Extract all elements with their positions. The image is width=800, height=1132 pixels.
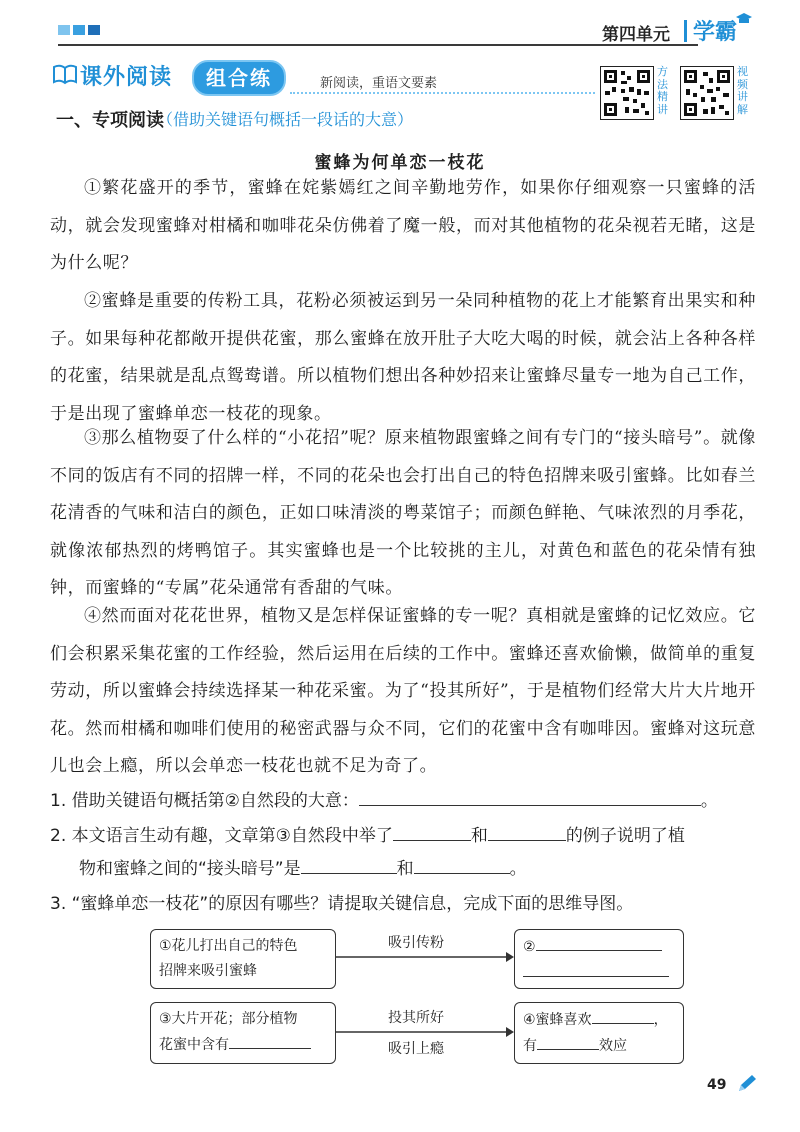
question-2-text-b: 和 [470, 826, 488, 846]
exercise-subheading: （借助关键语句概括一段话的大意） [157, 110, 414, 129]
brand-separator [684, 20, 687, 42]
box-4-line-2a: 有 [523, 1038, 537, 1054]
qr-code-video[interactable] [680, 66, 734, 120]
header-square [58, 25, 70, 35]
qr-code-method[interactable] [600, 66, 654, 120]
arrow-label-1: 吸引传粉 [388, 935, 444, 951]
question-2-text-c: 的例子说明了植 [565, 826, 685, 846]
question-2-text-d: 物和蜜蜂之间的“接头暗号”是 [79, 859, 301, 879]
mindmap-box-1 [150, 929, 336, 989]
article-paragraph-2: ②蜜蜂是重要的传粉工具，花粉必须被运到另一朵同种植物的花上才能繁育出果实和种子。如果每种花都敞开提供花蜜，那么蜜蜂在放开肚子大吃大喝的时候，就会沾上各种各样的花蜜，结果就是乱点鸳鸯谱。所以植物们想出各种妙招来让蜜蜂尽量专一地为自己工作，于是出现了蜜蜂单恋一枝花的现象。 [50, 291, 756, 424]
answer-blank-3e[interactable] [537, 1033, 599, 1050]
question-2-text-e: 和 [396, 859, 414, 879]
exercise-heading: 一、专项阅读 [56, 110, 164, 131]
header-decoration [58, 25, 100, 35]
question-2-text-a: 2. 本文语言生动有趣，文章第③自然段中举了 [50, 826, 393, 846]
answer-blank-3c[interactable] [229, 1032, 311, 1049]
section-badge: 组合练 [192, 60, 286, 96]
question-3: 3. “蜜蜂单恋一枝花”的原因有哪些？请提取关键信息，完成下面的思维导图。 [50, 894, 634, 914]
unit-title: 第四单元 [602, 25, 670, 45]
qr-label-method: 方法精讲 [657, 65, 668, 116]
article-title: 蜜蜂为何单恋一枝花 [314, 153, 486, 173]
box-4-line-1: ④蜜蜂喜欢 [523, 1012, 592, 1028]
article-paragraph-3: ③那么植物耍了什么样的“小花招”呢？原来植物跟蜜蜂之间有专门的“接头暗号”。就像不同的饭店有不同的招牌一样，不同的花朵也会打出自己的特色招牌来吸引蜜蜂。比如春兰花清香的气味和洁白的颜色，正如口味清淡的粤菜馆子；而颜色鲜艳、气味浓烈的月季花，就像浓郁热烈的烤鸭馆子。其实蜜蜂也是一个比较挑的主儿，对黄色和蓝色的花朵情有独钟，而蜜蜂的“专属”花朵通常有香甜的气味。 [50, 428, 756, 598]
header-square [73, 25, 85, 35]
answer-blank-3b[interactable] [523, 960, 669, 977]
graduation-cap-icon [736, 12, 752, 26]
section-title: 课外阅读 [80, 65, 173, 90]
section-dotted-rule [290, 92, 595, 94]
header-square [88, 25, 100, 35]
qr-code-icon [681, 67, 733, 119]
question-2-text-f: 。 [509, 859, 527, 879]
mindmap-box-4 [514, 1002, 684, 1064]
answer-blank-3d[interactable] [592, 1007, 654, 1024]
question-1-text: 1. 借助关键语句概括第②自然段的大意： [50, 791, 359, 811]
page-number: 49 [707, 1077, 727, 1093]
box-4-comma: ， [653, 1012, 668, 1028]
answer-blank-2a[interactable] [393, 820, 471, 841]
article-paragraph-4: ④然而面对花花世界，植物又是怎样保证蜜蜂的专一呢？真相就是蜜蜂的记忆效应。它们会积累采集花蜜的工作经验，然后运用在后续的工作中。蜜蜂还喜欢偷懒，做简单的重复劳动，所以蜜蜂会持续选择某一种花采蜜。为了“投其所好”，于是植物们经常大片大片地开花。然而柑橘和咖啡们使用的秘密武器与众不同，它们的花蜜中含有咖啡因。蜜蜂对这玩意儿也会上瘾，所以会单恋一枝花也就不足为奇了。 [50, 606, 756, 776]
arrow-label-2-top: 投其所好 [388, 1010, 444, 1026]
answer-blank-2b[interactable] [488, 820, 566, 841]
box-2-prefix: ② [523, 939, 536, 955]
qr-code-icon [601, 67, 653, 119]
qr-label-video: 视频讲解 [737, 65, 748, 116]
section-subtitle: 新阅读，重语文要素 [320, 76, 438, 91]
question-1-end: 。 [700, 791, 718, 811]
answer-blank-1[interactable] [359, 785, 701, 806]
box-1-line-1: ①花儿打出自己的特色 [159, 938, 298, 954]
arrow-label-2-bottom: 吸引上瘾 [388, 1041, 444, 1057]
question-1 [50, 784, 756, 819]
brand-logo: 学霸 [693, 20, 738, 45]
mindmap-box-3 [150, 1002, 336, 1064]
answer-blank-3a[interactable] [536, 934, 662, 951]
answer-blank-2d[interactable] [414, 853, 510, 874]
book-icon [52, 62, 78, 86]
question-2-continued [79, 852, 785, 887]
arrow-right-icon [336, 1025, 514, 1039]
article-paragraph-1: ①繁花盛开的季节，蜜蜂在姹紫嫣红之间辛勤地劳作，如果你仔细观察一只蜜蜂的活动，就会发现蜜蜂对柑橘和咖啡花朵仿佛着了魔一般，而对其他植物的花朵视若无睹，这是为什么呢？ [50, 178, 756, 273]
arrow-right-icon [336, 950, 514, 964]
box-3-line-2: 花蜜中含有 [159, 1037, 229, 1053]
box-4-line-2b: 效应 [599, 1038, 627, 1054]
mindmap-box-2 [514, 929, 684, 989]
box-1-line-2: 招牌来吸引蜜蜂 [159, 963, 257, 979]
answer-blank-2c[interactable] [301, 853, 397, 874]
pencil-icon [736, 1074, 758, 1094]
box-3-line-1: ③大片开花；部分植物 [159, 1011, 298, 1027]
question-2 [50, 819, 756, 854]
